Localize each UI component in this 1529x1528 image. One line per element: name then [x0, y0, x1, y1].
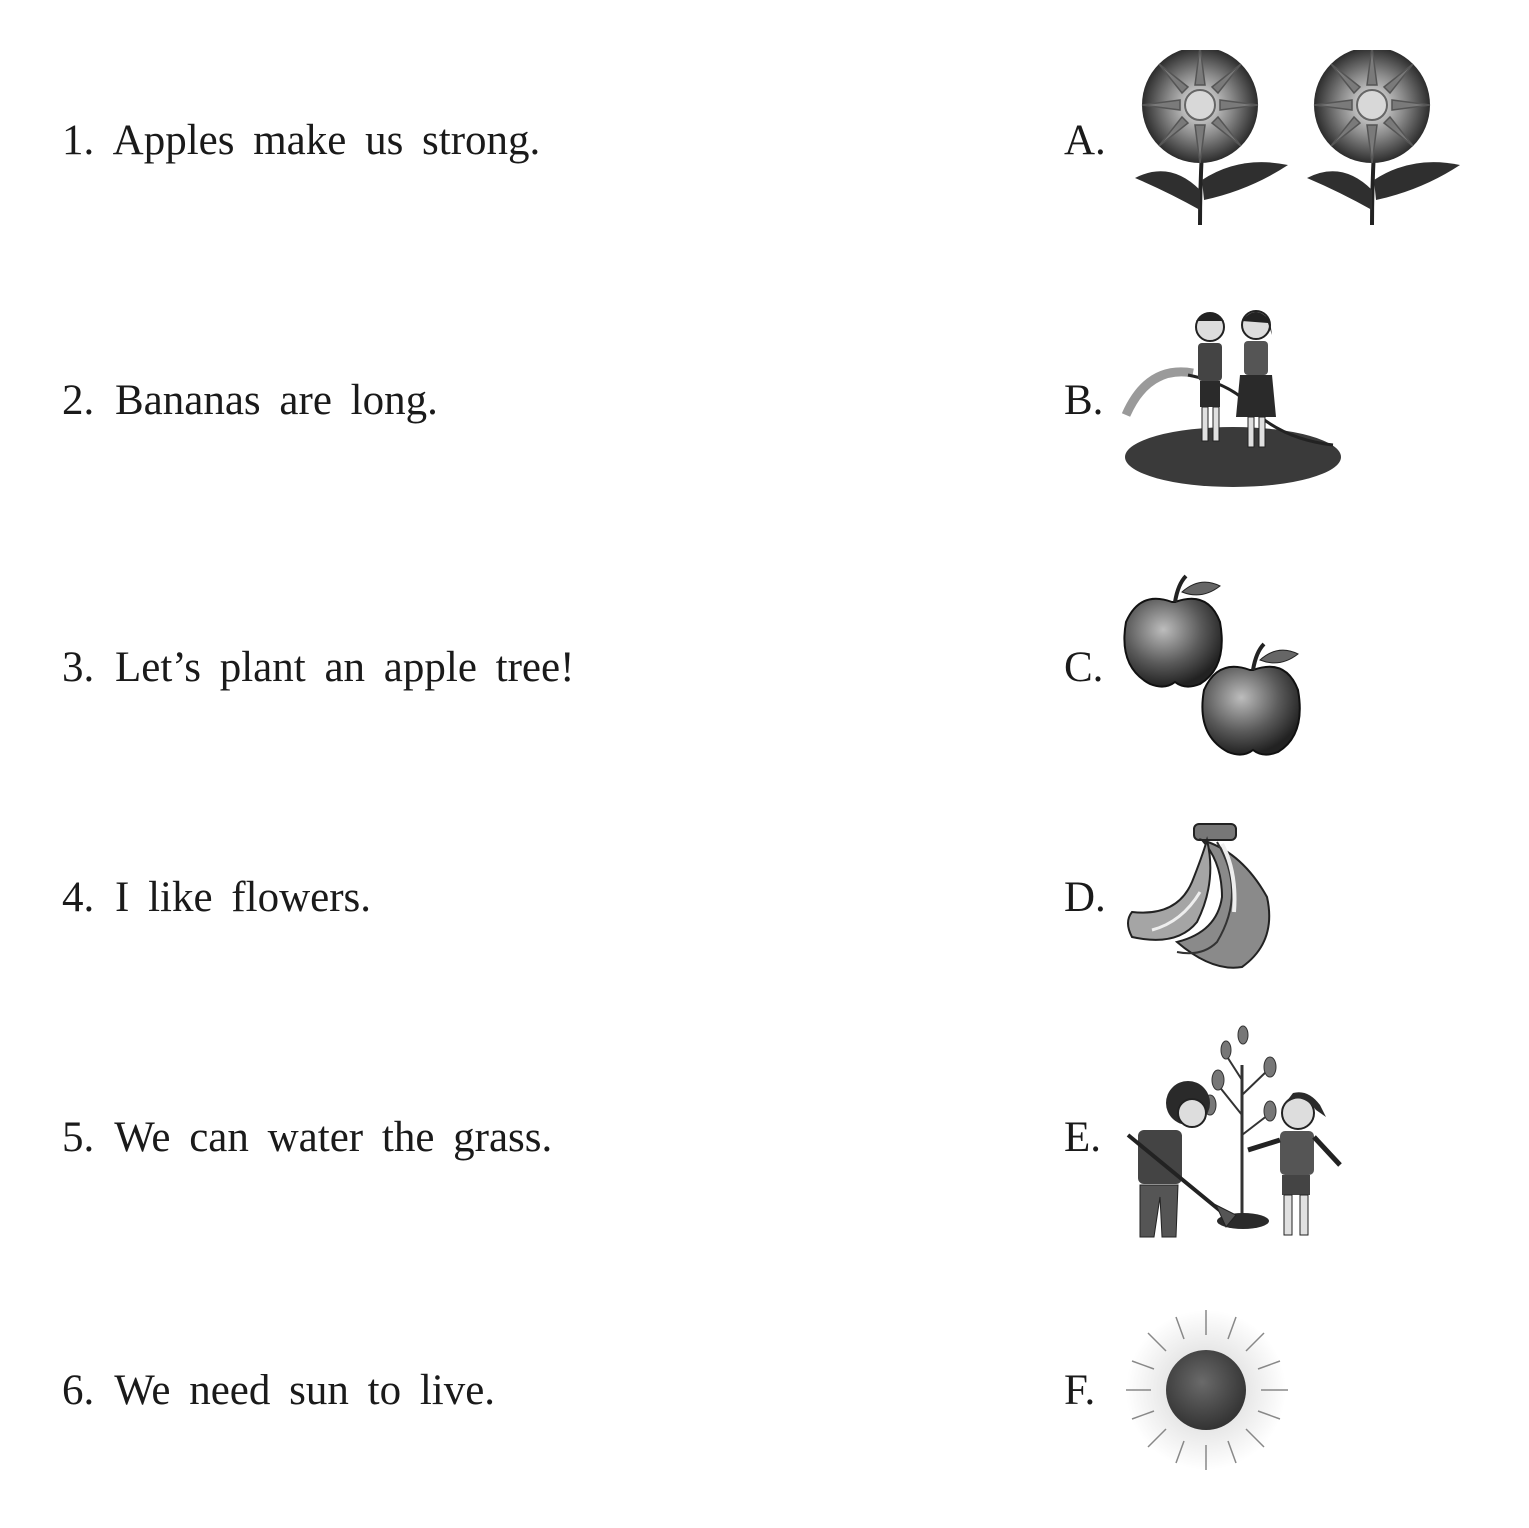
sentence-3-text: Let’s plant an apple tree! — [115, 644, 575, 691]
sentence-3 — [62, 643, 574, 693]
option-c-picture — [1120, 572, 1305, 762]
sentence-4-text: I like flowers. — [115, 874, 372, 921]
flowers-icon — [1130, 50, 1475, 230]
option-f-picture — [1118, 1305, 1293, 1475]
option-a-letter: A. — [1064, 117, 1106, 164]
planting-tree-icon — [1118, 1025, 1343, 1245]
option-c-letter: C. — [1064, 644, 1104, 691]
option-e-letter: E. — [1064, 1114, 1102, 1161]
sentence-6-number: 6. — [62, 1367, 95, 1414]
bananas-icon — [1122, 822, 1282, 972]
option-d-picture — [1122, 822, 1282, 972]
sentence-1 — [62, 116, 540, 166]
option-d-letter: D. — [1064, 874, 1106, 921]
option-b-picture — [1118, 305, 1343, 490]
sentence-4-number: 4. — [62, 874, 95, 921]
option-f-letter: F. — [1064, 1367, 1096, 1414]
sentence-5-number: 5. — [62, 1114, 95, 1161]
sentence-5-text: We can water the grass. — [114, 1114, 553, 1161]
sentence-2-number: 2. — [62, 377, 95, 424]
sentence-5 — [62, 1113, 552, 1163]
sentence-6 — [62, 1366, 495, 1416]
sentence-2-text: Bananas are long. — [115, 377, 438, 424]
sentence-1-number: 1. — [62, 117, 95, 164]
sentence-6-text: We need sun to live. — [114, 1367, 496, 1414]
sentence-1-text: Apples make us strong. — [112, 117, 541, 164]
watering-children-icon — [1118, 305, 1343, 490]
sun-icon — [1118, 1305, 1293, 1475]
option-b-letter: B. — [1064, 377, 1104, 424]
sentence-2 — [62, 376, 438, 426]
apples-icon — [1120, 572, 1305, 762]
option-a-picture — [1130, 50, 1475, 230]
sentence-4 — [62, 873, 371, 923]
option-e-picture — [1118, 1025, 1343, 1245]
sentence-3-number: 3. — [62, 644, 95, 691]
